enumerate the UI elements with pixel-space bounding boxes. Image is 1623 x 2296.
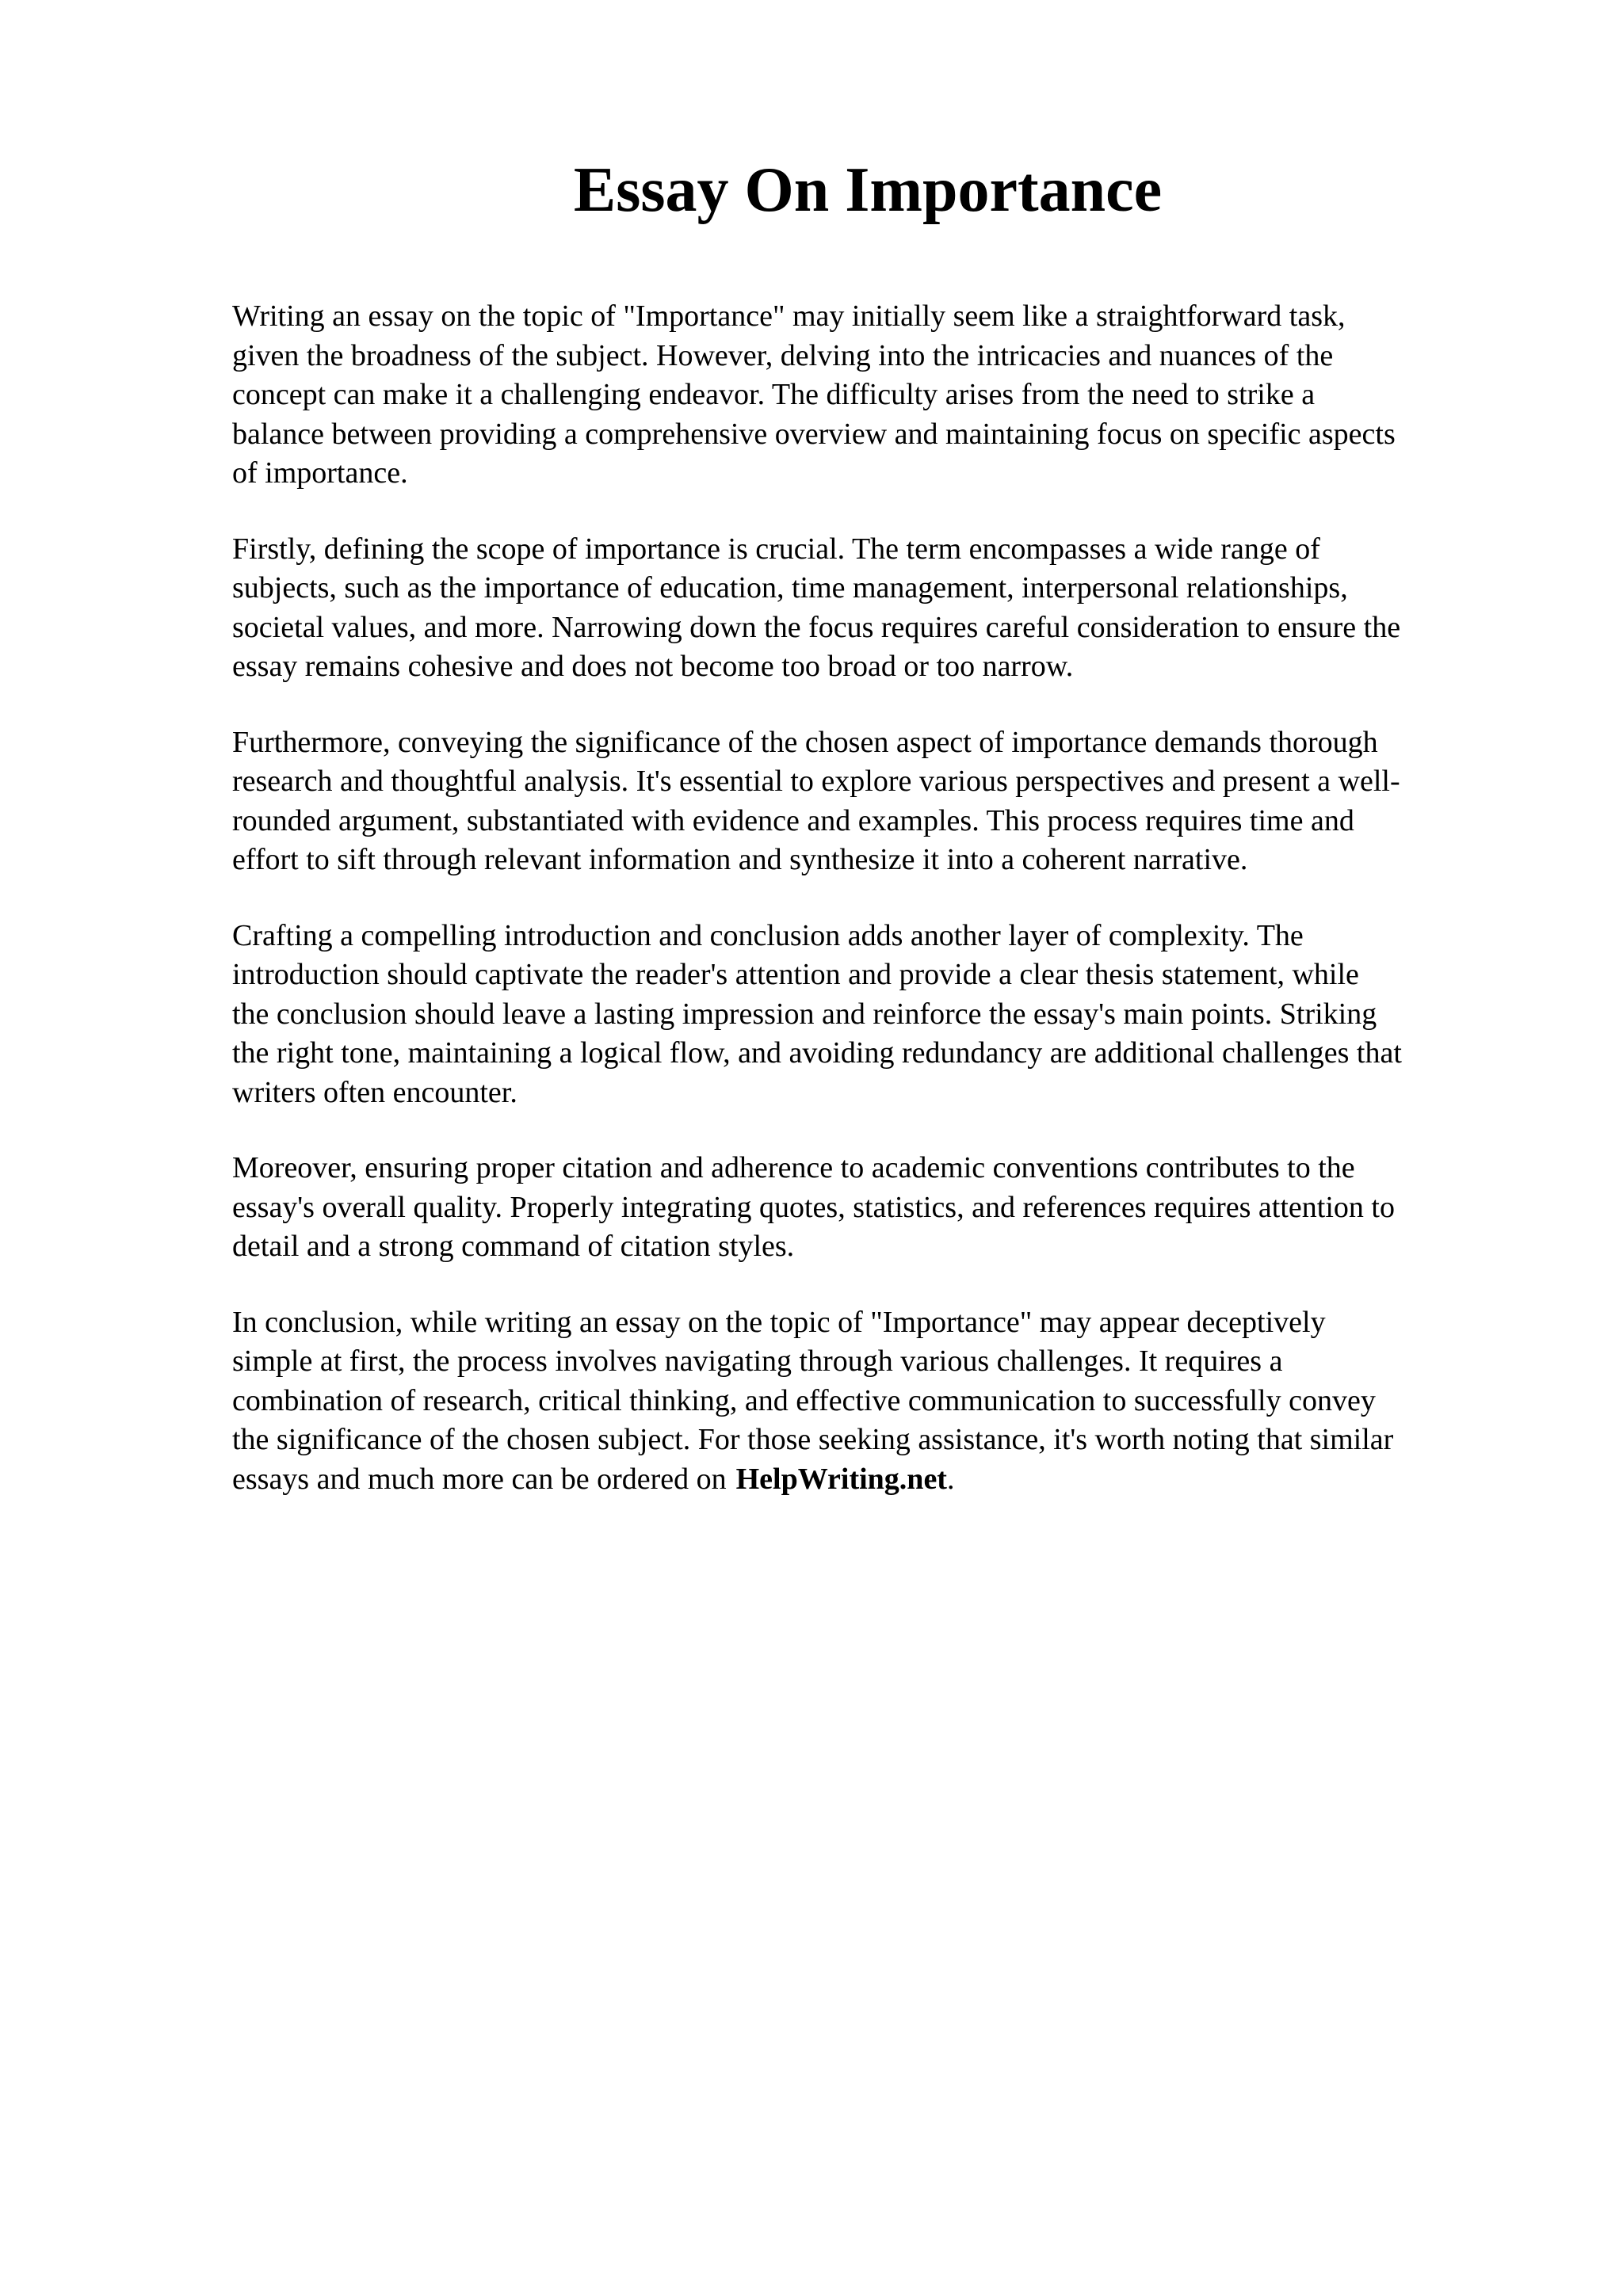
text-line: essay remains cohesive and does not become too broad or too narrow. [232,650,1074,683]
text-line: subjects, such as the importance of education, time management, interpersonal relationships, [232,571,1348,605]
essay-body [232,297,1516,1535]
text-line: writers often encounter. [232,1075,517,1109]
text-line: societal values, and more. Narrowing down the focus requires careful consideration to ensure the [232,610,1401,644]
closing-line [232,1460,1516,1500]
text-line: combination of research, critical thinking, and effective communication to successfully convey [232,1383,1376,1417]
closing-line-text: essays and much more can be ordered on [232,1462,727,1496]
text-line: the significance of the chosen subject. For those seeking assistance, it's worth noting that similar [232,1423,1394,1456]
text-line: Moreover, ensuring proper citation and adherence to academic conventions contributes to the [232,1151,1355,1184]
text-line: Furthermore, conveying the significance of the chosen aspect of importance demands thorough [232,725,1378,759]
paragraph-1 [232,297,1516,494]
text-line: concept can make it a challenging endeavor. The difficulty arises from the need to strike a [232,378,1316,411]
paragraph-4 [232,917,1516,1113]
paragraph-5 [232,1149,1516,1267]
text-line: the right tone, maintaining a logical flow, and avoiding redundancy are additional challenges that [232,1036,1402,1070]
closing-punct: . [946,1462,955,1496]
paragraph-2 [232,530,1516,687]
text-line: detail and a strong command of citation styles. [232,1230,795,1263]
text-line: Crafting a compelling introduction and conclusion adds another layer of complexity. The [232,918,1304,952]
text-line: given the broadness of the subject. However, delving into the intricacies and nuances of the [232,338,1334,372]
text-line: introduction should captivate the reader's attention and provide a clear thesis statement, while [232,958,1359,991]
text-line: essay's overall quality. Properly integrating quotes, statistics, and references requires attention to [232,1190,1395,1224]
text-line: balance between providing a comprehensive overview and maintaining focus on specific aspects [232,417,1396,451]
text-line: research and thoughtful analysis. It's essential to explore various perspectives and present a well- [232,765,1400,798]
text-line: In conclusion, while writing an essay on the topic of "Importance" may appear deceptively [232,1305,1326,1339]
page-title: Essay On Importance [573,155,1163,225]
text-line: Writing an essay on the topic of "Importance" may initially seem like a straightforward task, [232,299,1346,333]
text-line: rounded argument, substantiated with evidence and examples. This process requires time and [232,803,1354,837]
text-line: simple at first, the process involves navigating through various challenges. It requires a [232,1344,1283,1378]
helpwriting-link[interactable]: HelpWriting.net [735,1462,947,1496]
paragraph-3 [232,723,1516,880]
text-line: Firstly, defining the scope of importance is crucial. The term encompasses a wide range of [232,532,1320,566]
text-line: of importance. [232,456,408,490]
text-line: the conclusion should leave a lasting impression and reinforce the essay's main points. Striking [232,997,1377,1031]
paragraph-6 [232,1303,1516,1500]
text-line: effort to sift through relevant information and synthesize it into a coherent narrative. [232,843,1248,876]
